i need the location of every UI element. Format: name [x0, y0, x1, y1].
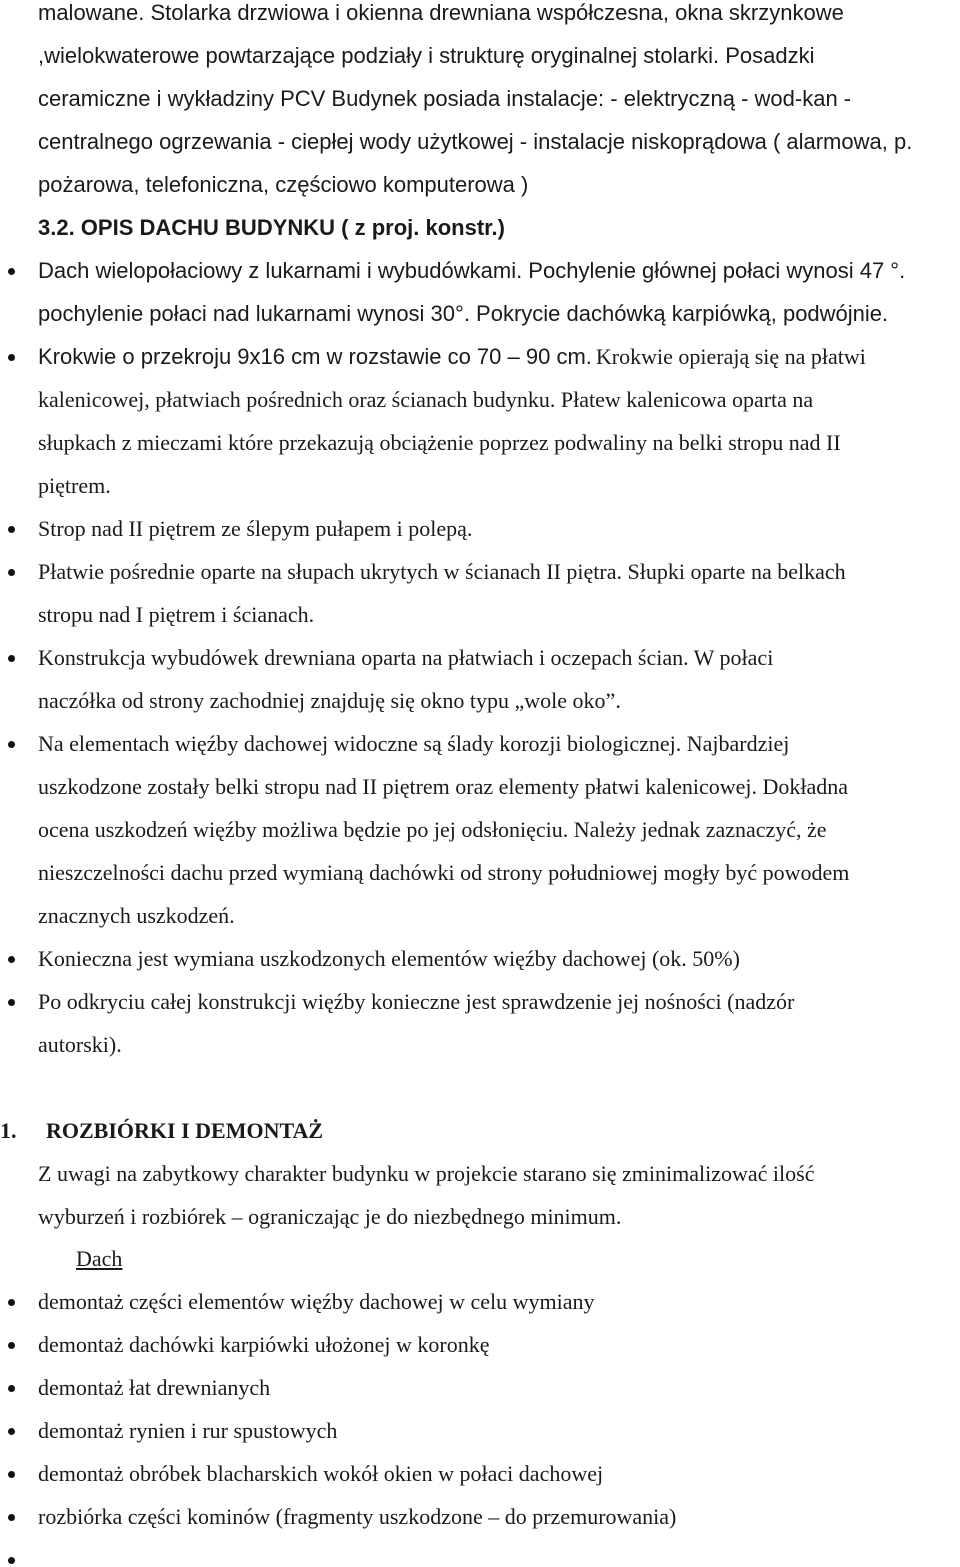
demolition-item-2: demontaż dachówki karpiówki ułożonej w koronkę — [38, 1332, 490, 1357]
roof-item-1-line-1: Dach wielopołaciowy z lukarnami i wybudówkami. Pochylenie głównej połaci wynosi 47 °. — [38, 258, 906, 283]
bullet-icon — [8, 526, 15, 533]
section-heading: 3.2. OPIS DACHU BUDYNKU ( z proj. konstr.) — [38, 215, 505, 240]
bullet-icon — [8, 1342, 15, 1349]
bullet-icon — [8, 741, 15, 748]
roof-item-2-line-1 — [38, 344, 866, 373]
roof-item-1-line-2: pochylenie połaci nad lukarnami wynosi 30°. Pokrycie dachówką karpiówką, podwójnie. — [38, 301, 889, 326]
bullet-icon — [8, 1428, 15, 1435]
bullet-icon — [8, 1557, 15, 1564]
demolition-para-line-1: Z uwagi na zabytkowy charakter budynku w projekcie starano się zminimalizować ilość — [38, 1161, 815, 1186]
demolition-number: 1. — [0, 1118, 17, 1143]
roof-item-2-line-3: słupkach z mieczami które przekazują obciążenie poprzez podwaliny na belki stropu nad II — [38, 430, 841, 455]
bullet-icon — [8, 569, 15, 576]
bullet-icon — [8, 1471, 15, 1478]
bullet-icon — [8, 999, 15, 1006]
roof-item-6-line-4: nieszczelności dachu przed wymianą dachówki od strony południowej mogły być powodem — [38, 860, 850, 885]
roof-item-8-line-2: autorski). — [38, 1032, 122, 1057]
intro-line-3: ceramiczne i wykładziny PCV Budynek posiada instalacje: - elektryczną - wod-kan - — [38, 86, 852, 111]
roof-item-2-serif-part: Krokwie opierają się na płatwi — [595, 344, 866, 369]
roof-item-8-line-1: Po odkryciu całej konstrukcji więźby konieczne jest sprawdzenie jej nośności (nadzór — [38, 989, 795, 1014]
demolition-para-line-2: wyburzeń i rozbiórek – ograniczając je do niezbędnego minimum. — [38, 1204, 622, 1229]
demolition-item-4: demontaż rynien i rur spustowych — [38, 1418, 338, 1443]
roof-item-2-sans-part: Krokwie o przekroju 9x16 cm w rozstawie co 70 – 90 cm. — [38, 344, 592, 369]
roof-item-4-line-2: stropu nad I piętrem i ścianach. — [38, 602, 315, 627]
roof-subheading: Dach — [76, 1246, 123, 1271]
demolition-title: ROZBIÓRKI I DEMONTAŻ — [46, 1118, 324, 1143]
bullet-icon — [8, 1385, 15, 1392]
demolition-item-6: rozbiórka części kominów (fragmenty uszkodzone – do przemurowania) — [38, 1504, 677, 1529]
intro-line-1: malowane. Stolarka drzwiowa i okienna drewniana współczesna, okna skrzynkowe — [38, 0, 844, 25]
roof-item-6-line-5: znacznych uszkodzeń. — [38, 903, 235, 928]
roof-item-3: Strop nad II piętrem ze ślepym pułapem i polepą. — [38, 516, 473, 541]
intro-line-4: centralnego ogrzewania - ciepłej wody użytkowej - instalacje niskoprądowa ( alarmowa, p. — [38, 129, 913, 154]
roof-item-5-line-1: Konstrukcja wybudówek drewniana oparta na płatwiach i oczepach ścian. W połaci — [38, 645, 774, 670]
demolition-item-5: demontaż obróbek blacharskich wokół okien w połaci dachowej — [38, 1461, 604, 1486]
roof-item-6-line-1: Na elementach więźby dachowej widoczne są ślady korozji biologicznej. Najbardziej — [38, 731, 790, 756]
demolition-item-1: demontaż części elementów więźby dachowej w celu wymiany — [38, 1289, 595, 1314]
bullet-icon — [8, 354, 15, 361]
roof-item-2-line-4: piętrem. — [38, 473, 111, 498]
bullet-icon — [8, 268, 15, 275]
intro-line-5: pożarowa, telefoniczna, częściowo komputerowa ) — [38, 172, 529, 197]
roof-item-7: Konieczna jest wymiana uszkodzonych elementów więźby dachowej (ok. 50%) — [38, 946, 740, 971]
bullet-icon — [8, 1514, 15, 1521]
bullet-icon — [8, 1299, 15, 1306]
roof-item-4-line-1: Płatwie pośrednie oparte na słupach ukrytych w ścianach II piętra. Słupki oparte na belkach — [38, 559, 846, 584]
roof-item-6-line-2: uszkodzone zostały belki stropu nad II piętrem oraz elementy płatwi kalenicowej. Dokładna — [38, 774, 849, 799]
roof-item-2-line-2: kalenicowej, płatwiach pośrednich oraz ścianach budynku. Płatew kalenicowa oparta na — [38, 387, 814, 412]
intro-line-2: ,wielokwaterowe powtarzające podziały i strukturę oryginalnej stolarki. Posadzki — [38, 43, 815, 68]
roof-item-5-line-2: naczółka od strony zachodniej znajduję się okno typu „wole oko”. — [38, 688, 621, 713]
roof-item-6-line-3: ocena uszkodzeń więźby możliwa będzie po jej odsłonięciu. Należy jednak zaznaczyć, że — [38, 817, 827, 842]
demolition-item-3: demontaż łat drewnianych — [38, 1375, 271, 1400]
bullet-icon — [8, 655, 15, 662]
bullet-icon — [8, 956, 15, 963]
